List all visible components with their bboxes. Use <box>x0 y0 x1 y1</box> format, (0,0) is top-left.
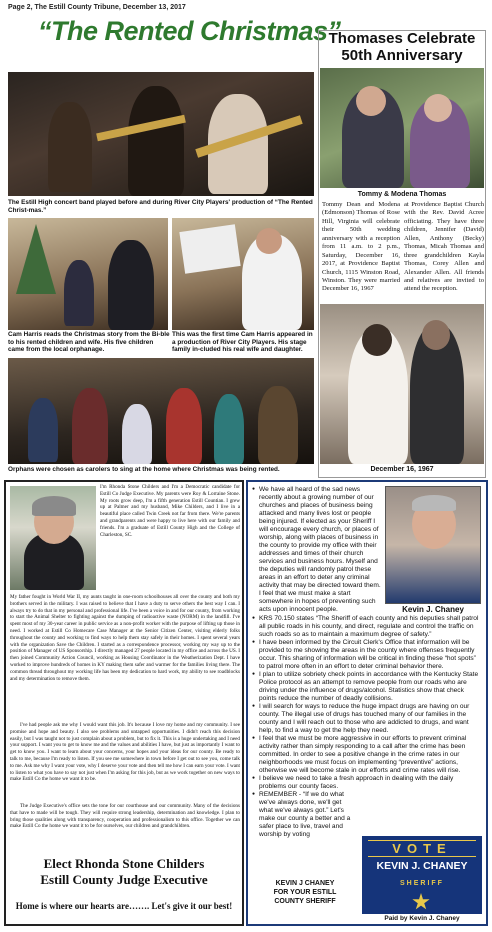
childers-tagline: Home is where our hearts are……. Let's give it our best! <box>15 901 233 911</box>
childers-intro: I'm Rhonda Stone Childers and I'm a Democratic candidate for Estill Co Judge Executive. My parents were Roy & Lorraine Stone. My roots grow deep, I'm a fifth generation Estill Countian. I grew up at Palmer and my husband, Mike Childers, and I live in a beautiful place called Twin Creek not far from there. We're parents and grandparents and were happy to live here with our family and friends. I'm a graduate of Estill County High and the College of Charleston, SC. <box>100 484 240 538</box>
list-item: ● I believe we need to take a fresh approach in dealing with the daily problems our county faces. <box>252 775 482 791</box>
chaney-photo <box>385 486 481 604</box>
childers-photo <box>10 486 96 590</box>
tree-photo <box>8 218 168 330</box>
anniversary-col2: at Providence Baptist Church with the Rev. David Acree officiating. They have three children, Jennifer (David) Allen, Anthony (Becky) Thomas, Micah Thomas and three grandchildren Kayla Thomas, Corey Allen and Alexander Allen. All friends and relatives are invited to attend the reception. <box>404 201 484 293</box>
childers-paragraph-3: I've had people ask me why I would want this job. It's because I love my home and my community. I see promise and hope and beauty. I also see problems and untapped opportunities. I didn't reach this decision easily, but I was taught not to just complain about a problem, but to fix it. This is a huge undertaking and I need your support. I want you to get to know me and the values and abilities I have, but just as importantly I want to get to know you. I want to learn about your concerns, your hopes and your ideas for our county. Be ready to talk to me, because I'm ready to listen. If you see me somewhere in town before I get out to see you, come talk to me. Ask me why I want your vote, why I deserve your vote and then tell me how I can earn your vote. I want to listen to what you have to say not just when I'm asking for this job, but as we work together on new ways to make Estill Co the home we want it to be. <box>10 722 240 783</box>
tree-caption: Cam Harris reads the Christmas story from the Bi-ble to his rented children and wife. His five children came from the local orphanage. <box>8 331 170 354</box>
list-item: ● I feel that we must be more aggressive in our efforts to prevent criminal activity rather than simply responding to a call after the crime has been committed. In order to see a positive change in the crime rates in our neighborhoods we must focus on implementing “preventive” actions, otherwise we will become stale in our efforts and crime rates will rise. <box>252 735 482 775</box>
vote-office: SHERIFF <box>400 880 444 887</box>
childers-paragraph-2: My father fought in World War II, my aunts taught in one-room schoolhouses all over the county and both my brothers served in the military. I was raised to believe that I have a duty to serve others the best way I can. I always try to do that in my personal and professional life. I've been a voice in and for our county, from working to start the Animal Shelter to fighting against the dumping of radioactive waste (NORM) in the landfill. I've spent most of my 30-year career in public service as a non-profit worker with the purpose of lifting up those in need. I worked at Estill Co Homecare Case Manager at the Senior Citizen Center, visiting elderly folks throughout the county and working to find ways to help them stay safely in their homes. I spent several years with the organization Save the Children. I started as a correspondence processor, working my way up to the position of Manager of US Sponsorship. I directly managed 27 people located in my office and across the US. I then joined Community Action Council, working as Housing Coordinator in the Weatherization Dept. I have worked to improve hundreds of homes in KY making them safer and warmer for the families living there. The common thread throughout my working life has been my dedication to hard work, my ability to see roadblocks and my determination to remove them. <box>10 594 240 682</box>
list-item: ● I will search for ways to reduce the huge impact drugs are having on our county. The illegal use of drugs has touched many of our families in the county and I will reach out to those who are addicted to drugs, and want help, to find a way to get the help they need. <box>252 703 482 735</box>
band-caption: The Estill High concert band played before and during River City Players' production of “The Rented Christ-mas.” <box>8 199 313 214</box>
band-photo <box>8 72 314 196</box>
paid-for-line: Paid by Kevin J. Chaney <box>384 915 460 922</box>
anniversary-title: Thomases Celebrate 50th Anniversary <box>328 30 476 65</box>
list-item: ● REMEMBER - “If we do what we've always done, we'll get what we've always got.” Let's make our county a better and a safer place to live, travel and worship by voting <box>252 791 356 839</box>
wedding-photo <box>320 304 484 464</box>
vote-word: VOTE <box>368 840 476 857</box>
page-header: Page 2, The Estill County Tribune, December 13, 2017 <box>8 4 186 11</box>
harris-photo <box>172 218 314 330</box>
list-item: ● KRS 70.150 states “The Sheriff of each county and his deputies shall patrol all public roads in his county, and direct, regulate and control the traffic on such roads so as to maintain a maximum degree of safety.” <box>252 615 482 639</box>
childers-ad-title: Elect Rhonda Stone Childers Estill County Judge Executive <box>40 856 208 888</box>
vote-name: KEVIN J. CHANEY <box>376 860 468 872</box>
chaney-closing: KEVIN J CHANEY FOR YOUR ESTILL COUNTY SHERIFF <box>273 880 337 905</box>
list-item: ● We have all heard of the sad news recently about a growing number of our churches and places of business being attacked and many lives lost or people being injured. If elected as your Sheriff I will encourage every church, or places of worship, along with places of business in the county to provide my office with their addresses and times of their church services and business hours. Myself and the deputies will randomly patrol these areas in an effort to deter any criminal activity that may be directed toward them. I feel that we must make a start somewhere in hopes of preventing such acts upon innocent people. <box>252 486 382 615</box>
list-item: ● I plan to utilize sobriety check points in accordance with the Kentucky State Police protocol as an attempt to remove people from our roads who are driving under the influence of drugs/alcohol. Statistics show that check points reduce the number of deadly collisions. <box>252 671 482 703</box>
carolers-photo <box>8 358 314 464</box>
couple-caption: Tommy & Modena Thomas <box>357 191 447 198</box>
list-item: ● I have been informed by the Circuit Clerk's Office that information will be provided to me showing the areas in the county where offenses frequently occur. This sharing of information will be critical in finding these “hot spots” to patrol more often in an effort to deter criminal behavior there. <box>252 639 482 671</box>
headline: “The Rented Christmas” <box>38 16 341 46</box>
wedding-caption: December 16, 1967 <box>370 466 434 473</box>
chaney-photo-caption: Kevin J. Chaney <box>402 605 464 614</box>
couple-photo <box>320 68 484 188</box>
harris-caption: This was the first time Cam Harris appeared in a production of River City Players. His stage family in-cluded his real wife and daughter. <box>172 331 313 354</box>
anniversary-col1: Tommy Dean and Modena (Edmonson) Thomas of Rose Hill, Virginia will celebrate their 50th wedding anniversary with a reception from 11 a.m. to 2 p.m., Saturday, December 16, 2017, at Providence Baptist Church, 1115 Winston Road, Winston. They were married December 16, 1967 <box>322 201 400 293</box>
carolers-caption: Orphans were chosen as carolers to sing at the home where Christmas was being rented. <box>8 466 280 473</box>
childers-paragraph-4: The Judge Executive's office sets the tone for our courthouse and our community. Many of the decisions that have to made will be tough. They will require strong leadership, determination and knowledge. I plan to bring those qualities along with transparency, cooperation and professionalism to this office. Together we can make Estill Co the home we want it to be for ourselves, our children and grandchildren. <box>10 803 240 830</box>
